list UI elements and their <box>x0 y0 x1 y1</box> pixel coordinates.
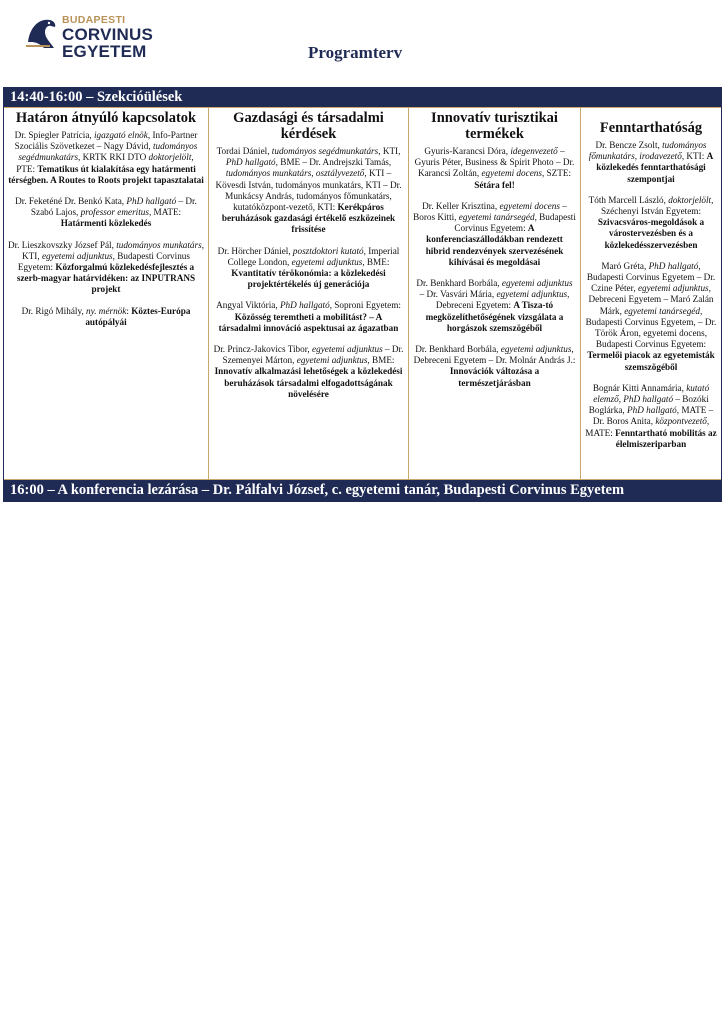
session-entry <box>213 246 404 291</box>
session-entry <box>585 383 717 450</box>
entry-role: tudományos munkatárs <box>116 239 202 250</box>
session-entry <box>8 306 204 328</box>
entry-authors: , Debreceni Egyetem – Dr. Molnár András J.: <box>413 344 576 366</box>
university-logo <box>24 12 164 60</box>
session-entry <box>585 261 717 373</box>
entry-authors: , KTI – Kövesdi István, tudományos munkatárs, KTI – Dr. Munkácsy András, tudományos főmunkatárs, kutatóközpont-vezető, KTI: <box>215 168 402 213</box>
section-time-bar: 14:40-16:00 – Szekcióülések <box>4 88 721 107</box>
raven-icon <box>24 12 58 52</box>
entry-role: egyetemi adjunktus <box>291 256 363 267</box>
entry-authors: Gyuris-Karancsi Dóra, <box>424 146 511 156</box>
entry-title: Sétára fel! <box>474 179 515 190</box>
entry-title: A Tisza-tó megközelíthetőségének vizsgálata a horgászok szemszögéből <box>425 300 564 333</box>
entry-title: Köztes-Európa autópályái <box>85 305 191 327</box>
entry-role: PhD hallgató <box>627 405 677 416</box>
entry-title: Innovációk változása a természetjárásban <box>449 366 540 388</box>
session-entry <box>8 196 204 230</box>
entry-authors: , KTI: <box>681 151 707 162</box>
entry-role: igazgató elnök <box>94 130 148 140</box>
entry-role: PhD hallgató <box>126 196 177 207</box>
program-table <box>3 87 722 502</box>
entry-authors: , Széchenyi István Egyetem: <box>600 194 714 217</box>
entry-authors: , Budapesti Corvinus Egyetem: <box>17 250 190 273</box>
session-entry <box>413 344 576 389</box>
entry-title: A konferenciaszállodákban rendezett hibrid rendezvények szervezésének kihívásai és megoldásai <box>425 223 564 267</box>
entry-role: egyetemi docens <box>499 200 560 211</box>
column-economic-social <box>209 108 409 479</box>
entry-authors: , Budapesti Corvinus Egyetem, – Dr. Török Áron, egyetemi docens, Budapesti Corvinus Egyetem: <box>585 305 717 350</box>
session-entry <box>213 344 404 400</box>
entry-role: egyetemi adjunktus <box>637 283 709 294</box>
entry-role: egyetemi adjunktus <box>41 250 113 261</box>
column-heading: Fenntarthatóság <box>599 120 703 136</box>
session-entry <box>413 146 576 191</box>
entry-authors: Dr. Keller Krisztina, <box>422 200 500 211</box>
logo-text-egyetem: EGYETEM <box>62 42 147 61</box>
entry-role: egyetemi tanársegéd <box>624 305 700 316</box>
entry-authors: , KRTK RKI DTO <box>78 152 149 163</box>
entry-authors: , Debreceni Egyetem – Maró Zalán Márk, <box>588 283 714 316</box>
entry-role: doktorjelölt <box>148 152 192 163</box>
entry-authors: Dr. Lieszkovszky József Pál, <box>8 239 117 250</box>
entry-role: posztdoktori kutató <box>292 245 364 256</box>
entry-authors: Dr. Spiegler Patrícia, <box>14 130 94 140</box>
entry-authors: , Info-Partner Szociális Szövetkezet – Nagy Dávid, <box>14 130 198 152</box>
entry-authors: Dr. Bencze Zsolt, <box>595 140 663 150</box>
entry-title: Kvantitatív térökonómia: a közlekedési projektértékelés új generációja <box>231 268 386 290</box>
entry-title: Közösség teremtheti a mobilitást? – A társadalmi innováció aspektusai az ágazatban <box>218 311 399 333</box>
entry-role: doktorjelölt <box>668 194 712 205</box>
page-title: Programterv <box>308 43 403 62</box>
entry-title: Közforgalmú közlekedésfejlesztés a szerb-magyar határvidéken: az INPUTRANS projekt <box>16 262 196 295</box>
session-entry <box>8 130 204 186</box>
entry-role: tudományos főmunkatárs, irodavezető <box>588 140 707 162</box>
entry-role: tudományos segédmunkatárs <box>18 141 198 163</box>
entry-authors: , MATE: <box>148 207 182 218</box>
entry-authors: Dr. Princz-Jakovics Tibor, <box>213 344 313 355</box>
session-entry <box>213 146 404 236</box>
entry-role: PhD hallgató <box>648 260 699 271</box>
entry-authors: , SZTE: <box>541 168 572 179</box>
entry-role: tudományos segédmunkatárs <box>271 146 379 156</box>
entry-role: tudományos munkatárs, osztályvezető <box>225 168 365 179</box>
entry-authors: Dr. Benkhard Borbála, <box>416 278 502 289</box>
entry-role: egyetemi adjunktus <box>296 355 368 366</box>
entry-title: Tematikus út kialakítása egy határmenti térségben. A Routes to Roots projekt tapasztalatai <box>8 163 204 185</box>
entry-authors: , Soproni Egyetem: <box>329 300 401 311</box>
entry-role: központvezető <box>655 416 707 427</box>
entry-role: professor emeritus <box>80 207 149 218</box>
session-entry <box>585 195 717 251</box>
entry-authors: , MATE: <box>585 416 710 438</box>
entry-title: Termelői piacok az egyetemisták szemszögéből <box>587 350 715 372</box>
entry-authors: – Dr. Szabó Lajos, <box>30 196 197 218</box>
section-columns <box>4 107 721 479</box>
entry-role: egyetemi adjunktus <box>496 289 568 300</box>
entry-authors: , Debreceni Egyetem: <box>435 289 570 311</box>
entry-authors: Tordai Dániel, <box>216 146 272 156</box>
session-entry <box>413 278 576 334</box>
entry-role: PhD hallgató <box>279 300 330 311</box>
entry-authors: , KTI, <box>378 146 401 156</box>
entry-authors: – Bozóki Boglárka, <box>588 394 709 416</box>
entry-authors: , Budapesti Corvinus Egyetem – Dr. Czine Péter, <box>586 260 716 294</box>
entry-authors: , MATE – Dr. Boros Anita, <box>592 405 714 427</box>
logo-text-budapesti: BUDAPESTI <box>62 14 126 26</box>
entry-authors: , PTE: <box>16 152 194 174</box>
entry-role: egyetemi tanársegéd <box>458 212 535 223</box>
session-entry <box>585 140 717 185</box>
column-heading: Gazdasági és társadalmi kérdések <box>233 110 384 142</box>
session-entry <box>8 240 204 296</box>
closing-bar: 16:00 – A konferencia lezárása – Dr. Pálfalvi József, c. egyetemi tanár, Budapesti Corvinus Egyetem <box>4 479 721 501</box>
entry-authors: Bognár Kitti Annamária, <box>592 382 687 393</box>
entry-authors: – Gyuris Péter, Business & Spirit Photo – Dr. Karancsi Zoltán, <box>414 146 575 179</box>
entry-authors: , BME: <box>362 256 390 267</box>
entry-title: Fenntartható mobilitás az élelmiszeriparban <box>615 427 717 449</box>
entry-role: egyetemi docens <box>481 168 542 179</box>
entry-role: egyetemi adjunktus <box>500 344 572 355</box>
entry-authors: , BME – Dr. Andrejszki Tamás, <box>275 157 392 168</box>
entry-authors: : <box>126 305 132 316</box>
session-entry <box>413 201 576 268</box>
entry-authors: – Dr. Szemenyei Márton, <box>222 344 404 366</box>
entry-role: egyetemi adjunktus <box>312 344 383 355</box>
entry-title: A közlekedés fenntarthatósági szempontjai <box>596 151 714 184</box>
column-heading: Innovatív turisztikai termékek <box>431 110 558 142</box>
entry-authors: , BME: <box>367 355 395 366</box>
entry-authors: Dr. Rigó Mihály, <box>21 305 87 316</box>
entry-authors: Dr. Feketéné Dr. Benkó Kata, <box>15 196 127 207</box>
column-heading: Határon átnyúló kapcsolatok <box>15 110 197 126</box>
column-tourism <box>409 108 581 479</box>
entry-role: idegenvezető <box>510 146 558 156</box>
entry-title: Határmenti közlekedés <box>60 218 152 229</box>
column-sustainability <box>581 108 721 479</box>
entry-role: PhD hallgató <box>225 157 276 168</box>
entry-authors: Dr. Hörcher Dániel, <box>217 245 293 256</box>
entry-role: ny. mérnök <box>86 305 127 316</box>
entry-role: egyetemi adjunktus <box>501 278 573 289</box>
entry-authors: Dr. Benkhard Borbála, <box>415 344 501 355</box>
entry-authors: Maró Gréta, <box>601 260 649 271</box>
entry-authors: – Dr. Vasvári Mária, <box>419 289 497 300</box>
session-entry <box>213 300 404 334</box>
entry-authors: , Budapesti Corvinus Egyetem: <box>454 212 576 234</box>
column-cross-border <box>4 108 209 479</box>
entry-title: Kerékpáros beruházások gazdasági értékelő eszközeinek frissítése <box>221 202 396 235</box>
entry-role: kutató elemző, PhD hallgató <box>593 382 710 405</box>
entry-authors: – Boros Kitti, <box>413 200 567 223</box>
entry-title: Innovatív alkalmazási lehetőségek a közlekedési beruházások társadalmi elfogadottságának növelésére <box>214 366 403 399</box>
entry-authors: , Imperial College London, <box>227 245 400 267</box>
entry-authors: , KTI, <box>22 239 204 261</box>
entry-title: Szivacsváros-megoldások a várostervezésben és a közlekedésszervezésben <box>597 217 705 250</box>
entry-authors: Tóth Marcell László, <box>588 194 669 205</box>
entry-authors: Angyal Viktória, <box>216 300 280 311</box>
logo-text-corvinus: CORVINUS <box>62 25 154 44</box>
